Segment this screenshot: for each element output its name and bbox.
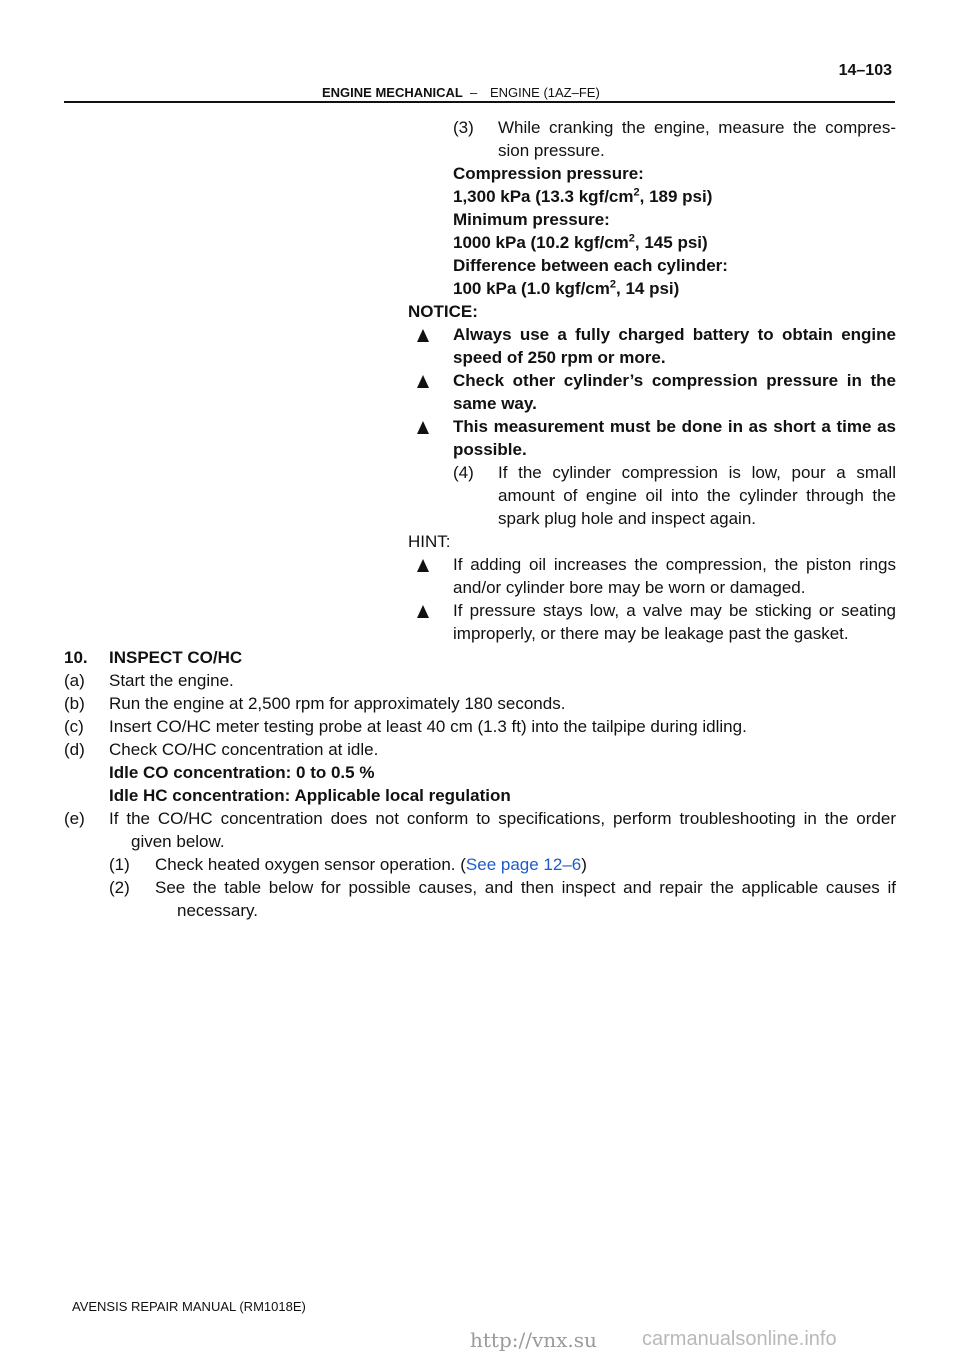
see-page-link[interactable]: See page 12–6 [465, 855, 582, 874]
step-3-number: (3) [453, 118, 474, 137]
page-number: 14–103 [838, 62, 892, 79]
notice-label: NOTICE: [408, 302, 478, 321]
header-subsection-title: ENGINE (1AZ–FE) [490, 85, 600, 100]
minimum-pressure-label: Minimum pressure: [453, 210, 610, 229]
hint-item-2-line2: improperly, or there may be leakage past the gasket. [453, 624, 849, 643]
hint-label: HINT: [408, 532, 451, 551]
notice-item-2-line1: Check other cylinder’s compression pressure in the [453, 371, 896, 390]
step-e1-number: (1) [109, 855, 130, 874]
section-10-number: 10. [64, 648, 88, 667]
difference-value: 100 kPa (1.0 kgf/$cm^2$, 14 psi) [453, 278, 680, 298]
bullet-triangle-icon [417, 421, 429, 434]
step-c-number: (c) [64, 717, 84, 736]
compression-pressure-value: 1,300 kPa (13.3 kgf/$cm^2$, 189 psi) [453, 186, 713, 206]
notice-item-3-line2: possible. [453, 440, 527, 459]
step-e-line2: given below. [131, 832, 225, 851]
step-c-text: Insert CO/HC meter testing probe at least 40 cm (1.3 ft) into the tailpipe during idling. [109, 717, 747, 736]
step-e2-number: (2) [109, 878, 130, 897]
step-4-line1: If the cylinder compression is low, pour a small [498, 463, 896, 482]
step-4-line2: amount of engine oil into the cylinder through the [498, 486, 896, 505]
hint-item-1-line1: If adding oil increases the compression, the piston rings [453, 555, 896, 574]
hint-item-1-line2: and/or cylinder bore may be worn or damaged. [453, 578, 806, 597]
step-e-number: (e) [64, 809, 85, 828]
bullet-triangle-icon [417, 559, 429, 572]
step-d-number: (d) [64, 740, 85, 759]
header-separator: – [470, 85, 478, 100]
notice-item-2-line2: same way. [453, 394, 537, 413]
step-a-number: (a) [64, 671, 85, 690]
compression-pressure-label: Compression pressure: [453, 164, 644, 183]
watermark-link[interactable]: http://vnx.su [470, 1328, 597, 1352]
watermark-site: carmanualsonline.info [642, 1328, 837, 1350]
step-4-number: (4) [453, 463, 474, 482]
step-b-number: (b) [64, 694, 85, 713]
step-d-text: Check CO/HC concentration at idle. [109, 740, 379, 759]
step-e2-line1: See the table below for possible causes, and then inspect and repair the applicable causes if [155, 878, 896, 897]
notice-item-1-line2: speed of 250 rpm or more. [453, 348, 666, 367]
step-3-text-line2: sion pressure. [498, 141, 605, 160]
step-4-line3: spark plug hole and inspect again. [498, 509, 757, 528]
bullet-triangle-icon [417, 375, 429, 388]
section-10-title: INSPECT CO/HC [109, 648, 243, 667]
hint-item-2-line1: If pressure stays low, a valve may be sticking or seating [453, 601, 896, 620]
minimum-pressure-value: 1000 kPa (10.2 kgf/$cm^2$, 145 psi) [453, 232, 708, 252]
difference-label: Difference between each cylinder: [453, 256, 728, 275]
step-e2-line2: necessary. [177, 901, 258, 920]
step-e1-text: Check heated oxygen sensor operation. (See page 12–6) [155, 855, 587, 874]
step-3-text-line1: While cranking the engine, measure the compres- [498, 118, 896, 137]
header-section-title: ENGINE MECHANICAL [322, 85, 463, 100]
notice-item-3-line1: This measurement must be done in as short a time as [453, 417, 896, 436]
idle-hc-spec: Idle HC concentration: Applicable local regulation [109, 786, 511, 805]
idle-co-spec: Idle CO concentration: 0 to 0.5 % [109, 763, 375, 782]
header-rule [64, 101, 895, 103]
step-e-line1: If the CO/HC concentration does not conform to specifications, perform troubleshooting in the order [109, 809, 896, 828]
bullet-triangle-icon [417, 605, 429, 618]
step-b-text: Run the engine at 2,500 rpm for approximately 180 seconds. [109, 694, 566, 713]
step-a-text: Start the engine. [109, 671, 234, 690]
notice-item-1-line1: Always use a fully charged battery to obtain engine [453, 325, 896, 344]
manual-footer: AVENSIS REPAIR MANUAL (RM1018E) [72, 1299, 306, 1314]
bullet-triangle-icon [417, 329, 429, 342]
